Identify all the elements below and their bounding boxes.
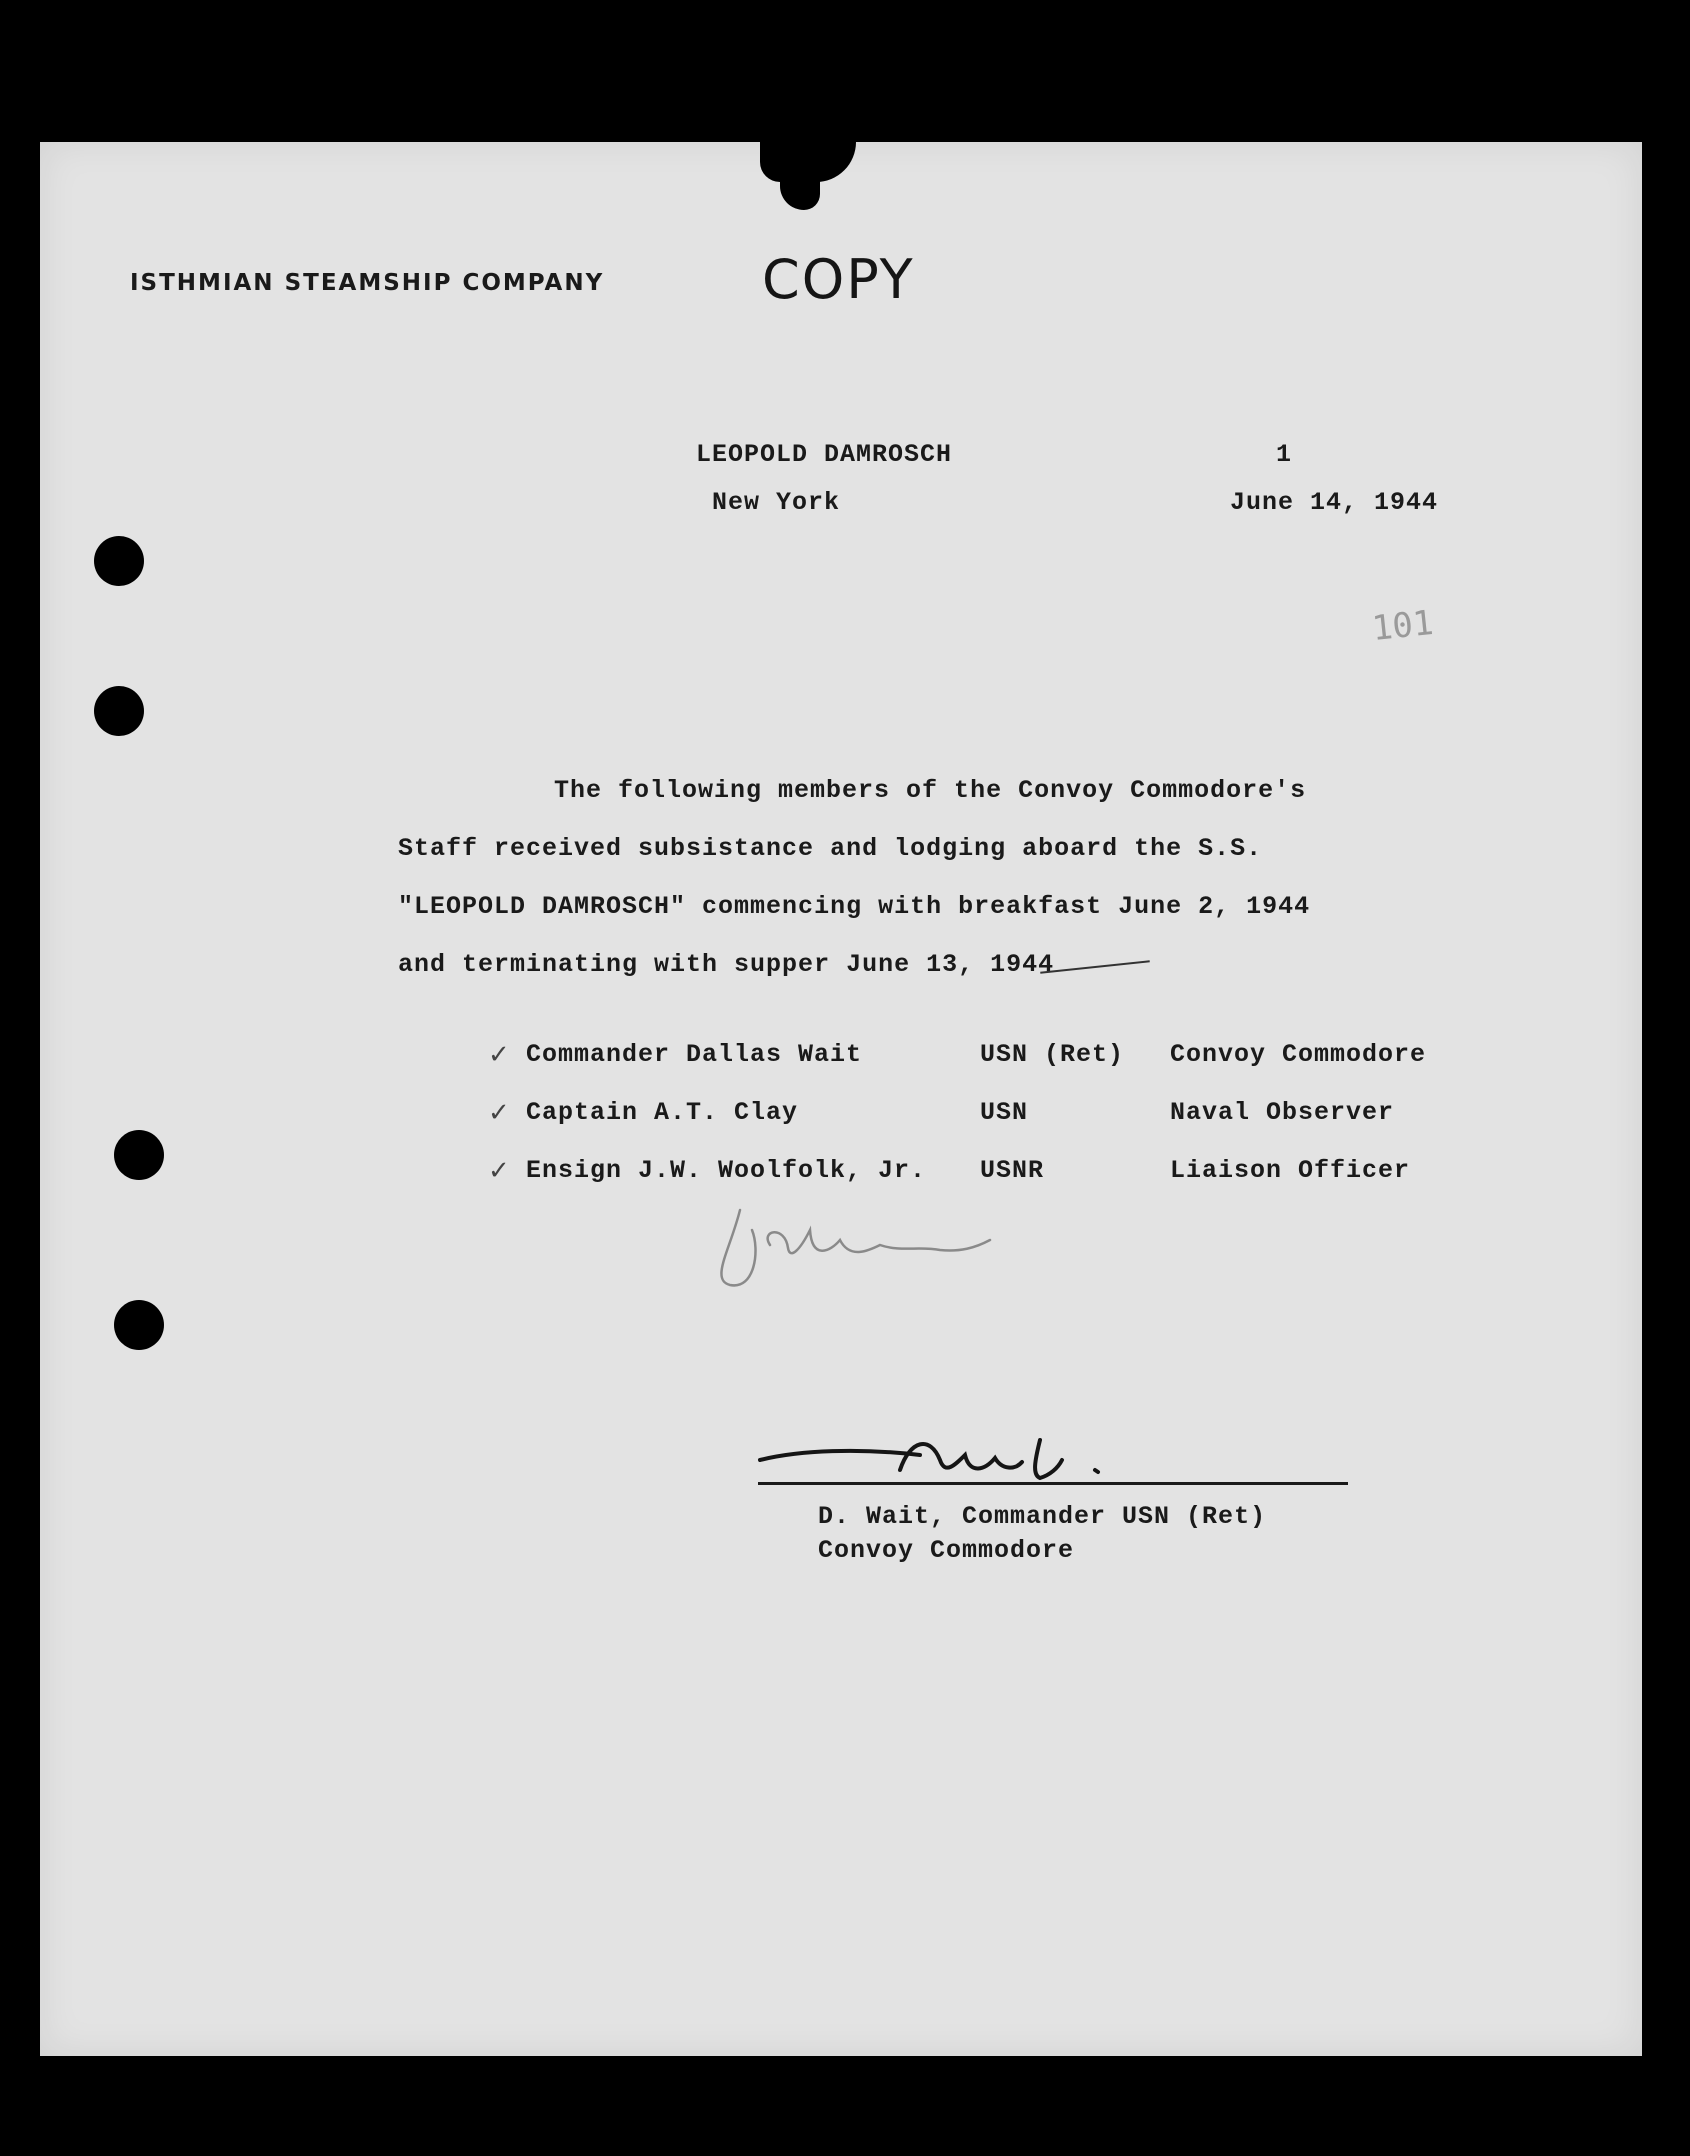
staff-name: Captain A.T. Clay <box>526 1098 799 1127</box>
commander-signature <box>740 1420 1200 1500</box>
signatory-name: D. Wait, Commander USN (Ret) <box>818 1502 1267 1531</box>
pencil-initials-signature <box>700 1190 1020 1300</box>
ship-name: LEOPOLD DAMROSCH <box>696 440 953 469</box>
body-line: The following members of the Convoy Commodore's <box>554 776 1307 805</box>
punch-hole <box>114 1300 164 1350</box>
torn-edge <box>780 170 820 210</box>
staff-name: Ensign J.W. Woolfolk, Jr. <box>526 1156 927 1185</box>
company-letterhead: ISTHMIAN STEAMSHIP COMPANY <box>130 270 605 296</box>
punch-hole <box>94 686 144 736</box>
staff-role: Naval Observer <box>1170 1098 1395 1127</box>
letter-sheet <box>40 140 1642 2056</box>
staff-service: USNR <box>980 1156 1045 1185</box>
check-mark-icon: ✓ <box>488 1040 510 1070</box>
file-number-annotation: 101 <box>1370 602 1436 650</box>
page-number: 1 <box>1276 440 1293 469</box>
punch-hole <box>114 1130 164 1180</box>
body-line: and terminating with supper June 13, 1944 <box>398 950 1055 979</box>
check-mark-icon: ✓ <box>488 1098 510 1128</box>
staff-service: USN (Ret) <box>980 1040 1125 1069</box>
letter-date: June 14, 1944 <box>1230 488 1439 517</box>
staff-role: Liaison Officer <box>1170 1156 1411 1185</box>
port-name: New York <box>712 488 841 517</box>
signature-line <box>758 1482 1348 1485</box>
staff-role: Convoy Commodore <box>1170 1040 1427 1069</box>
torn-edge <box>40 134 1642 142</box>
signatory-title: Convoy Commodore <box>818 1536 1075 1565</box>
copy-stamp: COPY <box>762 248 915 311</box>
staff-service: USN <box>980 1098 1029 1127</box>
body-line: Staff received subsistance and lodging aboard the S.S. <box>398 834 1263 863</box>
body-line: "LEOPOLD DAMROSCH" commencing with breakfast June 2, 1944 <box>398 892 1311 921</box>
staff-name: Commander Dallas Wait <box>526 1040 863 1069</box>
punch-hole <box>94 536 144 586</box>
check-mark-icon: ✓ <box>488 1156 510 1186</box>
pen-stroke <box>1040 960 1150 973</box>
